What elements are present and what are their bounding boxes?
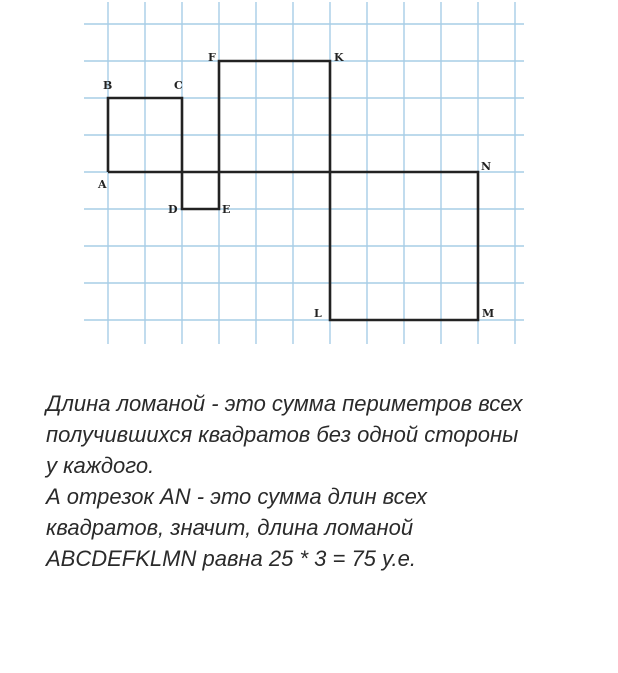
explanation-text [46, 388, 606, 574]
explanation-line: А отрезок AN - это сумма длин всех [46, 484, 427, 509]
label-f: F [208, 51, 216, 64]
label-c: C [174, 79, 183, 92]
label-d: D [168, 203, 178, 216]
label-m: M [482, 307, 495, 320]
explanation-line: у каждого. [46, 453, 155, 478]
explanation-line: ABCDEFKLMN равна 25 * 3 = 75 у.е. [46, 546, 417, 571]
label-b: B [103, 79, 113, 92]
point-labels [97, 51, 494, 320]
label-a: A [98, 178, 107, 191]
explanation-line: квадратов, значит, длина ломаной [46, 515, 414, 540]
label-e: E [222, 203, 231, 216]
label-l: L [314, 307, 322, 320]
label-k: K [334, 51, 344, 64]
label-n: N [481, 160, 492, 173]
grid-figure [84, 2, 524, 344]
explanation-line: Длина ломаной - это сумма периметров всех [46, 391, 523, 416]
explanation-line: получившихся квадратов без одной стороны [46, 422, 519, 447]
